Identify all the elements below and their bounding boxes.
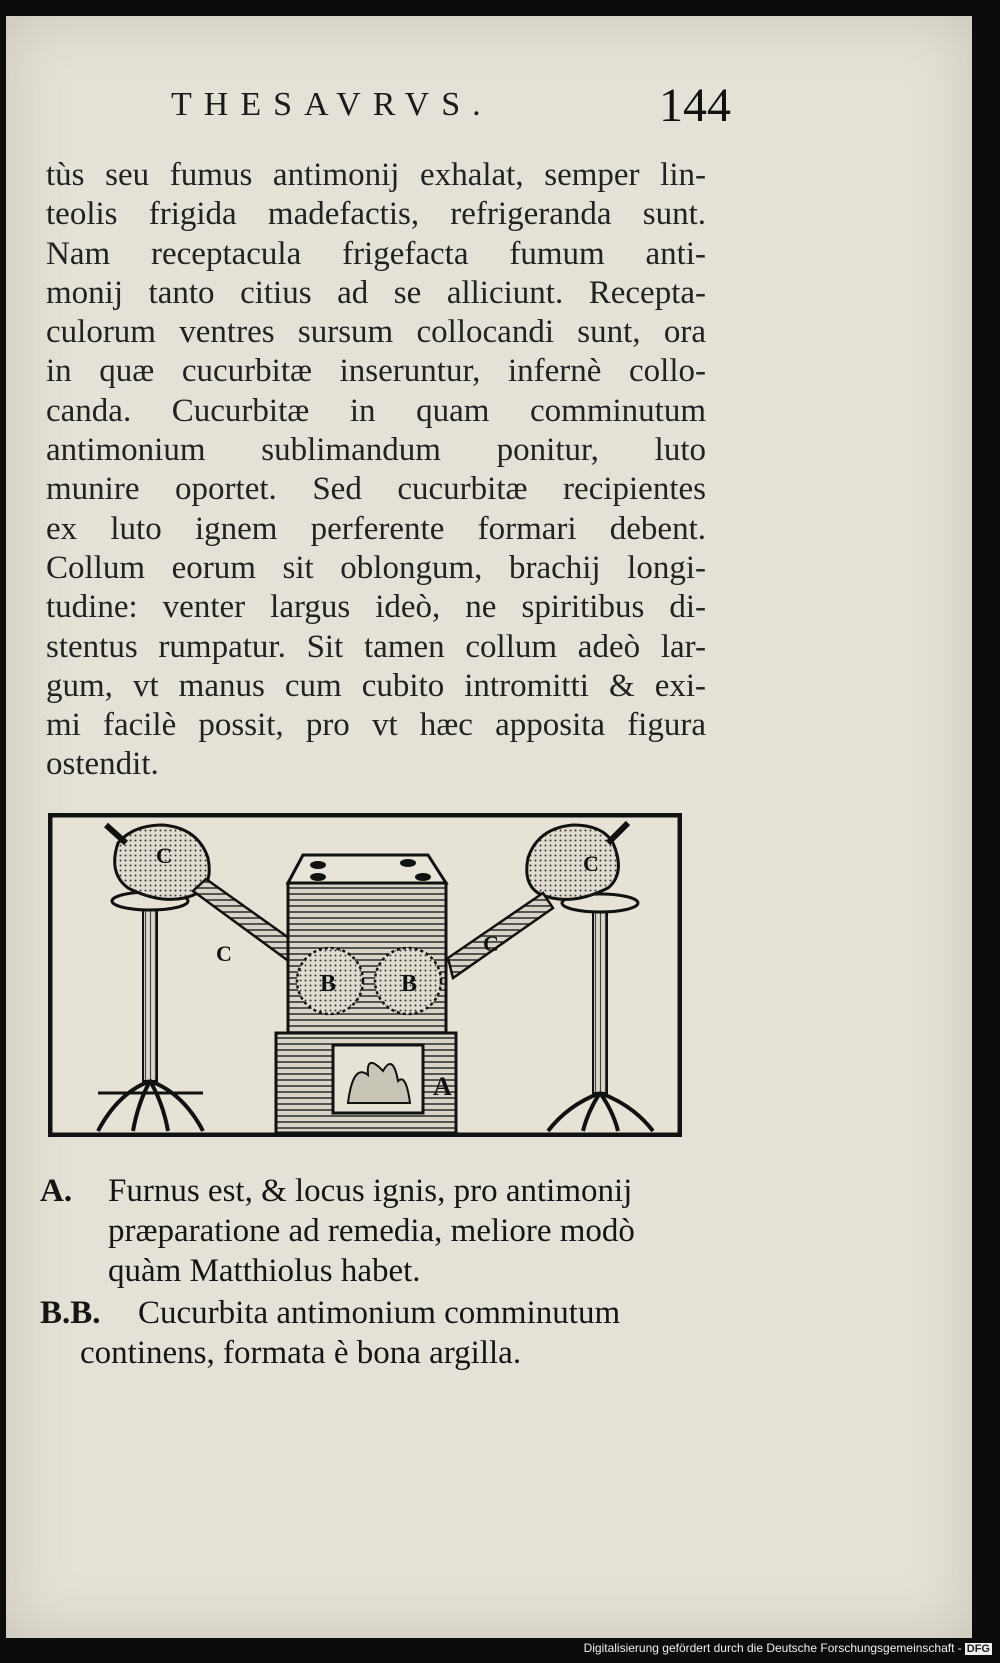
caption-key: A. <box>40 1173 73 1209</box>
label-a: A <box>433 1072 452 1101</box>
caption-line: præparatione ad remedia, meliore modò <box>108 1213 635 1249</box>
dfg-logo: DFG <box>966 1643 990 1655</box>
body-line: tudine: venter largus ideò, ne spiritibus di- <box>46 589 706 626</box>
page-header <box>171 78 731 138</box>
body-line: ostendit. <box>46 746 159 783</box>
caption-line: Cucurbita antimonium comminutum <box>138 1295 621 1331</box>
body-line: munire oportet. Sed cucurbitæ recipientes <box>46 471 706 508</box>
running-title: THESAVRVS. <box>171 86 493 123</box>
label-c-left-neck: C <box>216 941 232 966</box>
body-line: teolis frigida madefactis, refrigeranda sunt. <box>46 196 706 233</box>
book-page <box>6 16 972 1638</box>
footer-text: Digitalisierung gefördert durch die Deutsche Forschungsgemeinschaft - <box>583 1641 962 1655</box>
right-receiver-flask <box>527 825 619 899</box>
caption-line: quàm Matthiolus habet. <box>108 1253 421 1289</box>
caption-key: B.B. <box>40 1295 101 1331</box>
figure-captions <box>40 1171 710 1375</box>
body-line: Collum eorum sit oblongum, brachij longi- <box>46 549 706 586</box>
body-line: stentus rumpatur. Sit tamen collum adeò lar- <box>46 628 706 665</box>
caption-b <box>40 1293 710 1373</box>
body-line: Nam receptacula frigefacta fumum anti- <box>46 235 706 272</box>
page-number: 144 <box>659 79 731 132</box>
label-c-right-neck: C <box>483 931 499 956</box>
caption-line: Furnus est, & locus ignis, pro antimonij <box>108 1173 633 1209</box>
body-line: canda. Cucurbitæ in quam comminutum <box>46 392 706 429</box>
body-text <box>46 156 706 785</box>
label-b-left: B <box>320 971 337 997</box>
body-line: antimonium sublimandum ponitur, luto <box>46 432 706 469</box>
body-line: ex luto ignem perferente formari debent. <box>46 510 706 547</box>
body-line: tùs seu fumus antimonij exhalat, semper lin- <box>46 157 706 193</box>
label-b-right: B <box>401 971 418 997</box>
woodcut-figure <box>48 813 682 1137</box>
label-c-left-flask: C <box>156 843 172 868</box>
caption-a <box>40 1171 710 1291</box>
body-line: mi facilè possit, pro vt hæc apposita figura <box>46 707 706 744</box>
body-line: in quæ cucurbitæ inseruntur, infernè collo- <box>46 353 706 390</box>
body-line: culorum ventres sursum collocandi sunt, ora <box>46 314 706 351</box>
label-c-right-flask: C <box>583 851 599 876</box>
body-line: monij tanto citius ad se alliciunt. Recepta- <box>46 274 706 311</box>
caption-line: continens, formata è bona argilla. <box>80 1335 522 1371</box>
digitization-footer <box>584 1641 992 1659</box>
apparatus-illustration <box>48 813 682 1137</box>
body-line: gum, vt manus cum cubito intromitti & exi- <box>46 667 706 704</box>
